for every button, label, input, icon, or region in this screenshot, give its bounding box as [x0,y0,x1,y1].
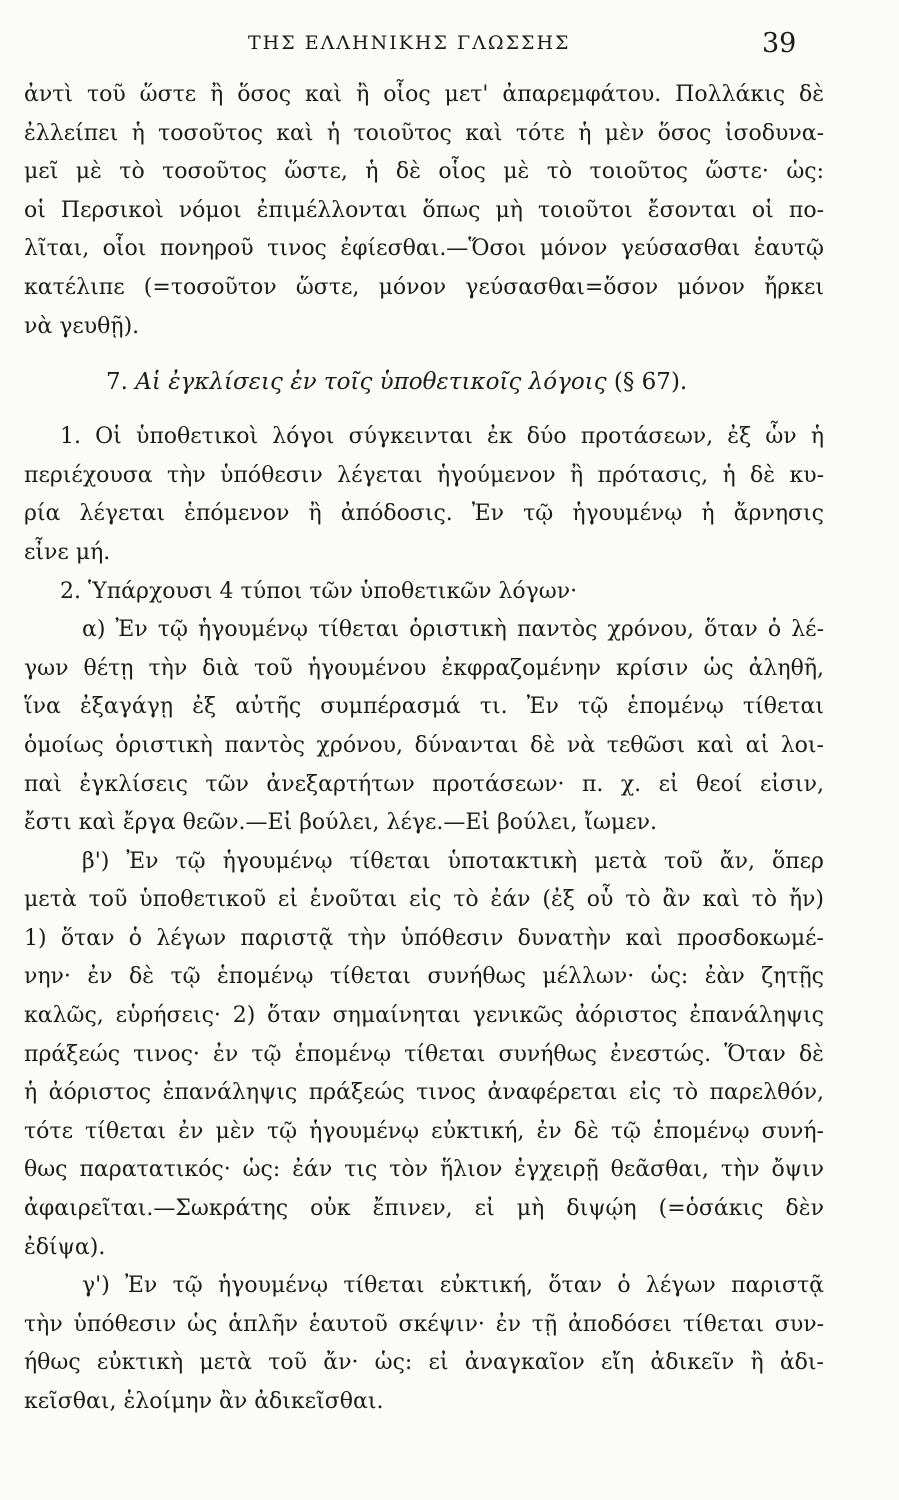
text-line: παὶ ἐγκλίσεις τῶν ἀνεξαρτήτων προτάσεων· π. χ. εἰ θεοί εἰσιν, [24,771,824,797]
paragraph-a [24,611,824,843]
spacer [24,346,824,360]
paragraph-2 [24,573,824,612]
text-line: γ') Ἐν τῷ ἡγουμένῳ τίθεται εὐκτική, ὅταν ὁ λέγων παριστᾷ [82,1273,824,1299]
section-heading [24,360,824,404]
text-line: ὁμοίως ὁριστικὴ παντὸς χρόνου, δύνανται δὲ νὰ τεθῶσι καὶ αἱ λοι- [24,732,824,758]
paragraph-1 [24,418,824,572]
text-line: ἀντὶ τοῦ ὥστε ἢ ὅσος καὶ ἢ οἷος μετ' ἀπαρεμφάτου. Πολλάκις δὲ [24,82,824,107]
text-line: ἡ ἀόριστος ἐπανάληψις πράξεώς τινος ἀναφέρεται εἰς τὸ παρελθόν, [24,1080,824,1106]
text-line: ἀφαιρεῖται.—Σωκράτης οὐκ ἔπινεν, εἰ μὴ διψῴη (=ὁσάκις δὲν [24,1196,824,1222]
text-line: ἐδίψα). [24,1234,106,1260]
text-line: καλῶς, εὑρήσεις· 2) ὅταν σημαίνηται γενικῶς ἀόριστος ἐπανάληψις [24,1003,824,1029]
paragraph-c [24,1267,824,1421]
text-line: νὰ γευθῇ). [24,313,140,339]
text-line: μετὰ τοῦ ὑποθετικοῦ εἰ ἑνοῦται εἰς τὸ ἐάν (ἐξ οὗ τὸ ἂν καὶ τὸ ἤν) [24,887,824,913]
section-title: Αἱ ἐγκλίσεις ἐν τοῖς ὑποθετικοῖς λόγοις [135,369,607,396]
text-line: ἵνα ἐξαγάγῃ ἐξ αὐτῆς συμπέρασμά τι. Ἐν τῷ ἑπομένῳ τίθεται [24,694,824,720]
text-line: 1) ὅταν ὁ λέγων παριστᾷ τὴν ὑπόθεσιν δυνατὴν καὶ προσδοκωμέ- [24,925,824,951]
section-reference: (§ 67). [613,369,688,396]
text-line: θως παρατατικός· ὡς: ἐάν τις τὸν ἥλιον ἐγχειρῇ θεᾶσθαι, τὴν ὄψιν [24,1157,824,1183]
text-line: γων θέτῃ τὴν διὰ τοῦ ἡγουμένου ἐκφραζομένην κρίσιν ὡς ἀληθῆ, [24,655,824,681]
text-line: ήθως εὐκτικὴ μετὰ τοῦ ἄν· ὡς: εἰ ἀναγκαῖον εἴη ἀδικεῖν ἢ ἀδι- [24,1350,824,1376]
text-line: τὴν ὑπόθεσιν ὡς ἁπλῆν ἑαυτοῦ σκέψιν· ἐν τῇ ἀποδόσει τίθεται συν- [24,1311,824,1337]
text-line: νην· ἐν δὲ τῷ ἑπομένῳ τίθεται συνήθως μέλλων· ὡς: ἐὰν ζητῇς [24,964,824,990]
text-line: μεῖ μὲ τὸ τοσοῦτος ὥστε, ἡ δὲ οἷος μὲ τὸ τοιοῦτος ὥστε· ὡς: [24,159,824,185]
text-line: κεῖσθαι, ἑλοίμην ἂν ἀδικεῖσθαι. [24,1389,384,1414]
intro-paragraph [24,76,824,346]
spacer [24,404,824,418]
text-line: β') Ἐν τῷ ἡγουμένῳ τίθεται ὑποτακτικὴ μετὰ τοῦ ἄν, ὅπερ [82,848,824,874]
text-line: τότε τίθεται ἐν μὲν τῷ ἡγουμένῳ εὐκτική, ἐν δὲ τῷ ἑπομένῳ συνή- [24,1118,824,1144]
text-line: οἱ Περσικοὶ νόμοι ἐπιμέλλονται ὅπως μὴ τοιοῦτοι ἔσονται οἱ πο- [24,197,824,223]
text-line: 2. Ὑπάρχουσι 4 τύποι τῶν ὑποθετικῶν λόγων· [60,578,578,604]
running-title: ΤΗΣ ΕΛΛΗΝΙΚΗΣ ΓΛΩΣΣΗΣ [248,32,571,54]
text-line: α) Ἐν τῷ ἡγουμένῳ τίθεται ὁριστικὴ παντὸς χρόνου, ὅταν ὁ λέ- [82,617,824,643]
text-line: ἐλλείπει ἡ τοσοῦτος καὶ ἡ τοιοῦτος καὶ τότε ἡ μὲν ὅσος ἰσοδυνα- [24,120,824,146]
body-text [24,76,824,1422]
paragraph-b [24,843,824,1268]
text-line: λῖται, οἷοι πονηροῦ τινος ἐφίεσθαι.—Ὅσοι μόνον γεύσασθαι ἑαυτῷ [24,236,824,262]
running-head [0,28,899,62]
section-number: 7. [106,369,128,396]
text-line: ρία λέγεται ἑπόμενον ἢ ἀπόδοσις. Ἐν τῷ ἡγουμένῳ ἡ ἄρνησις [24,501,824,527]
text-line: ἔστι καὶ ἔργα θεῶν.—Εἰ βούλει, λέγε.—Εἰ βούλει, ἴωμεν. [24,810,657,836]
text-line: κατέλιπε (=τοσοῦτον ὥστε, μόνον γεύσασθαι=ὅσον μόνον ἤρκει [24,274,824,300]
text-line: πράξεώς τινος· ἐν τῷ ἑπομένῳ τίθεται συνήθως ἐνεστώς. Ὅταν δὲ [24,1041,824,1067]
text-line: εἶνε μή. [24,539,111,565]
page-number: 39 [762,28,797,59]
text-line: 1. Οἱ ὑποθετικοὶ λόγοι σύγκεινται ἐκ δύο προτάσεων, ἐξ ὧν ἡ [60,424,824,450]
text-line: περιέχουσα τὴν ὑπόθεσιν λέγεται ἡγούμενον ἢ πρότασις, ἡ δὲ κυ- [24,462,824,488]
